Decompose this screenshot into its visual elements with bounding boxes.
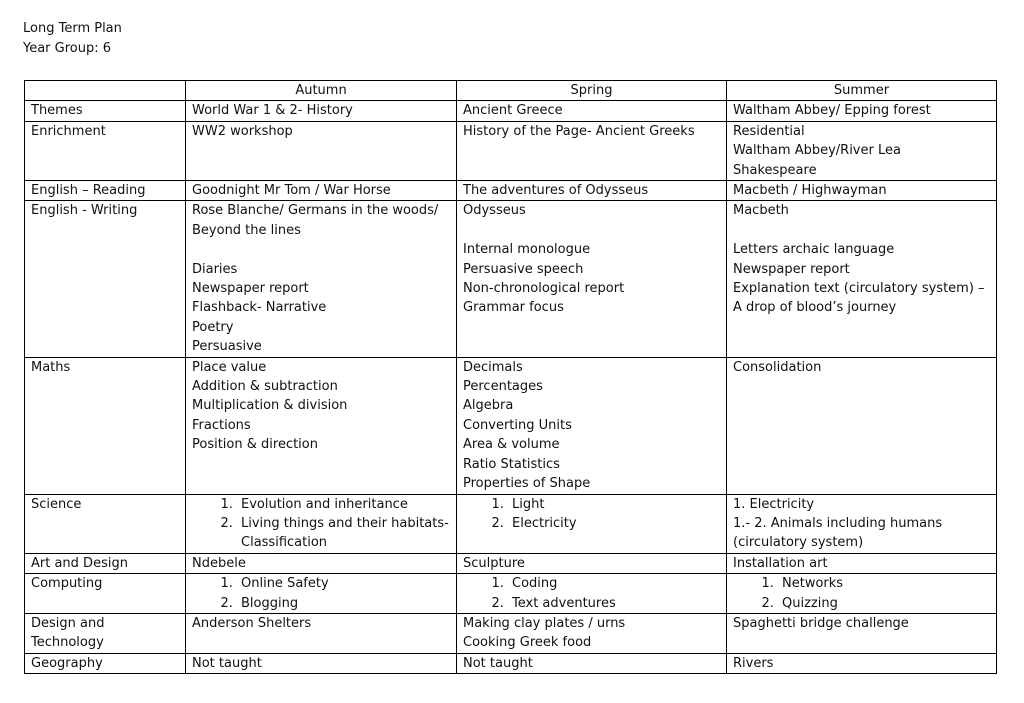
cell-autumn [186,574,457,614]
cell-line: Multiplication & division [192,398,348,414]
cell-line: Position & direction [192,437,318,453]
cell-line: Explanation text (circulatory system) – [733,281,985,297]
cell-line: Non-chronological report [463,281,625,297]
cell-autumn [186,201,457,357]
list-item: 2. Quizzing [778,594,990,613]
year-group-label: Year Group: 6 [23,41,112,56]
cell-summer [727,121,997,180]
header-autumn: Autumn [186,81,457,101]
cell-line: Place value [192,359,267,375]
cell-line: Area & volume [463,437,560,453]
row-english-writing [25,201,997,357]
cell-line: Properties of Shape [463,476,591,492]
subject-label: Science [25,494,186,553]
list-item: 1. Online Safety [237,574,450,593]
row-computing [25,574,997,614]
row-maths [25,357,997,494]
cell-summer [727,574,997,614]
row-themes [25,101,997,121]
subject-label: English – Reading [25,181,186,201]
row-geography [25,653,997,673]
cell-spring [457,181,727,201]
cell-autumn [186,653,457,673]
header-blank [25,81,186,101]
cell-line: Goodnight Mr Tom / War Horse [192,183,391,199]
cell-line: Ratio Statistics [463,456,560,472]
cell-line: Cooking Greek food [463,635,592,651]
cell-line: Rose Blanche/ Germans in the woods/ [192,203,439,219]
list-item: 2. Blogging [237,594,450,613]
cell-autumn [186,181,457,201]
cell-spring [457,653,727,673]
list-item: 1. Networks [778,574,990,593]
list-item: 1. Coding [508,574,720,593]
row-art-and-design [25,553,997,573]
subject-label: Enrichment [25,121,186,180]
cell-line: Algebra [463,398,514,414]
cell-line: Macbeth / Highwayman [733,183,887,199]
cell-summer [727,101,997,121]
cell-line: Flashback- Narrative [192,300,327,316]
cell-line: Spaghetti bridge challenge [733,615,909,631]
cell-summer [727,181,997,201]
cell-line: Newspaper report [192,281,309,297]
cell-autumn [186,357,457,494]
cell-line: Installation art [733,555,828,571]
cell-summer [727,613,997,653]
cell-line: Not taught [463,655,533,671]
cell-line: Converting Units [463,417,572,433]
subject-label: Themes [25,101,186,121]
cell-spring [457,357,727,494]
cell-summer [727,201,997,357]
cell-line: Letters archaic language [733,242,895,258]
cell-line: Ndebele [192,555,246,571]
header-spring: Spring [457,81,727,101]
cell-line: Percentages [463,379,543,395]
list-item: 2. Living things and their habitats- Classification [237,514,450,553]
cell-line: Waltham Abbey/ Epping forest [733,103,931,119]
cell-spring [457,201,727,357]
long-term-plan-table [24,80,997,674]
cell-summer [727,494,997,553]
cell-line: Newspaper report [733,261,850,277]
cell-spring [457,553,727,573]
subject-label: Design and Technology [25,613,186,653]
row-english-reading [25,181,997,201]
cell-line: The adventures of Odysseus [463,183,649,199]
cell-summer [727,357,997,494]
cell-spring [457,574,727,614]
subject-label: Geography [25,653,186,673]
cell-line: Ancient Greece [463,103,563,119]
cell-line: Macbeth [733,203,789,219]
cell-line: Sculpture [463,555,525,571]
cell-line: Internal monologue [463,242,591,258]
cell-summer [727,653,997,673]
cell-spring [457,101,727,121]
cell-line: Odysseus [463,203,526,219]
cell-line: World War 1 & 2- History [192,103,353,119]
list-item: 2. Text adventures [508,594,720,613]
cell-line: Making clay plates / urns [463,615,626,631]
cell-line: Beyond the lines [192,222,301,238]
cell-line: Anderson Shelters [192,615,312,631]
cell-line: Grammar focus [463,300,564,316]
cell-line: Addition & subtraction [192,379,338,395]
cell-line: A drop of blood’s journey [733,300,897,316]
cell-line: Consolidation [733,359,822,375]
row-design-and-technology [25,613,997,653]
numbered-list [733,574,990,613]
cell-line: History of the Page- Ancient Greeks [463,123,695,139]
numbered-list [463,574,720,613]
list-item: 2. Electricity [508,514,720,533]
cell-autumn [186,494,457,553]
cell-line: Fractions [192,417,251,433]
subject-label: Art and Design [25,553,186,573]
list-item: 1. Light [508,495,720,514]
numbered-list [192,574,450,613]
cell-line: Shakespeare [733,162,817,178]
cell-line: 1.- 2. Animals including humans [733,515,943,531]
document-title: Long Term Plan [23,21,122,36]
cell-line: Waltham Abbey/River Lea [733,143,901,159]
cell-spring [457,121,727,180]
header-summer: Summer [727,81,997,101]
cell-line [463,221,720,240]
numbered-list [463,495,720,534]
row-science [25,494,997,553]
subject-label: Computing [25,574,186,614]
cell-summer [727,553,997,573]
cell-line: Not taught [192,655,262,671]
cell-spring [457,494,727,553]
list-item: 1. Evolution and inheritance [237,495,450,514]
subject-label: English - Writing [25,201,186,357]
subject-label: Maths [25,357,186,494]
cell-line: Poetry [192,319,234,335]
cell-line: Decimals [463,359,523,375]
cell-line: 1. Electricity [733,496,815,512]
row-enrichment [25,121,997,180]
cell-spring [457,613,727,653]
cell-line: (circulatory system) [733,535,864,551]
cell-autumn [186,613,457,653]
cell-line: Persuasive [192,339,262,355]
numbered-list [192,495,450,553]
cell-line: WW2 workshop [192,123,293,139]
cell-line: Persuasive speech [463,261,584,277]
cell-autumn [186,121,457,180]
cell-line: Residential [733,123,805,139]
cell-line: Rivers [733,655,774,671]
cell-autumn [186,101,457,121]
cell-line [192,240,450,259]
cell-autumn [186,553,457,573]
header-row [25,81,997,101]
cell-line [733,221,990,240]
cell-line: Diaries [192,261,238,277]
